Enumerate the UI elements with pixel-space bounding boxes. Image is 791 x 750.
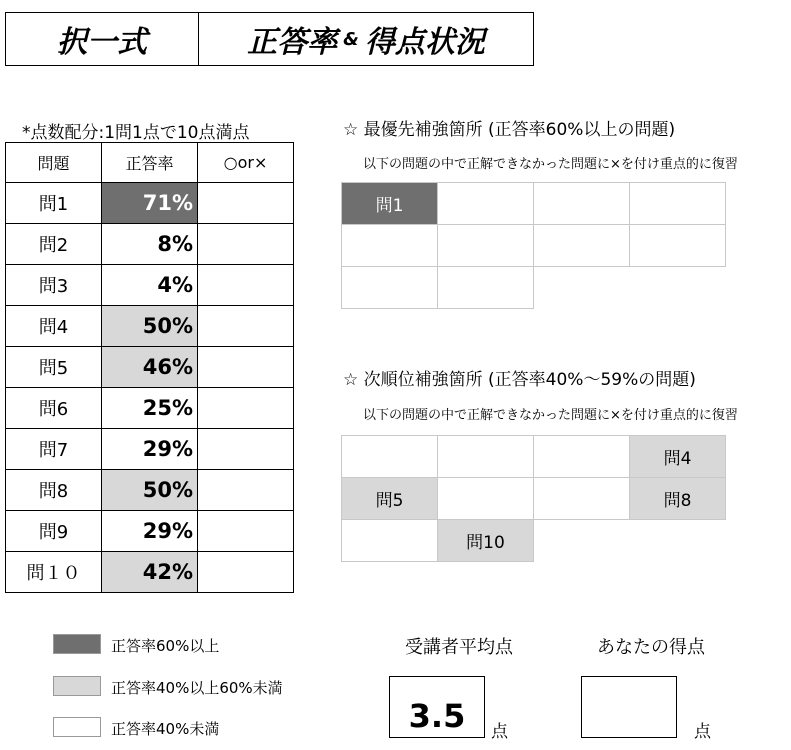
question-cell: 問8 (6, 470, 102, 511)
question-cell: 問4 (6, 306, 102, 347)
mark-cell[interactable] (198, 388, 294, 429)
table-row (6, 552, 294, 593)
priority-section-subtitle: 以下の問題の中で正解できなかった問題に×を付け重点的に復習 (363, 157, 738, 172)
rate-cell: 8% (102, 224, 198, 265)
legend-swatch-high (53, 634, 101, 654)
table-row (6, 306, 294, 347)
grid-row (342, 520, 726, 562)
table-row (6, 388, 294, 429)
average-score-unit: 点 (491, 722, 508, 742)
priority-section-title: ☆ 最優先補強箇所 (正答率60%以上の問題) (343, 120, 676, 140)
grid-cell: 問5 (342, 478, 438, 520)
grid-empty (630, 267, 726, 309)
your-score-unit: 点 (694, 722, 711, 742)
table-row (6, 470, 294, 511)
grid-cell (630, 183, 726, 225)
grid-cell: 問10 (438, 520, 534, 562)
grid-cell (342, 267, 438, 309)
mark-cell[interactable] (198, 470, 294, 511)
question-cell: 問7 (6, 429, 102, 470)
mark-cell[interactable] (198, 224, 294, 265)
mark-cell[interactable] (198, 347, 294, 388)
grid-cell: 問4 (630, 436, 726, 478)
grid-cell (534, 225, 630, 267)
rate-cell: 4% (102, 265, 198, 306)
grid-cell (630, 225, 726, 267)
legend-label-low: 正答率40%未満 (111, 720, 220, 738)
grid-row (342, 436, 726, 478)
grid-cell (342, 520, 438, 562)
average-score-box: 3.5 (389, 676, 485, 738)
grid-cell (534, 183, 630, 225)
grid-cell: 問1 (342, 183, 438, 225)
legend-label-high: 正答率60%以上 (111, 637, 220, 655)
grid-cell (438, 225, 534, 267)
rate-cell: 42% (102, 552, 198, 593)
question-cell: 問１０ (6, 552, 102, 593)
grid-empty (534, 267, 630, 309)
score-table (5, 142, 294, 593)
your-score-label: あなたの得点 (597, 637, 705, 658)
table-row (6, 511, 294, 552)
report-title-part-a: 正答率 (247, 25, 338, 60)
rate-cell: 29% (102, 429, 198, 470)
column-header-rate: 正答率 (102, 143, 198, 183)
question-cell: 問2 (6, 224, 102, 265)
legend-swatch-low (53, 717, 101, 737)
grid-cell (342, 225, 438, 267)
grid-cell (534, 436, 630, 478)
grid-row (342, 267, 726, 309)
grid-cell (534, 478, 630, 520)
score-table-header (6, 143, 294, 183)
grid-cell (438, 478, 534, 520)
column-header-question: 問題 (6, 143, 102, 183)
table-row (6, 224, 294, 265)
secondary-section-subtitle: 以下の問題の中で正解できなかった問題に×を付け重点的に復習 (363, 408, 738, 423)
mark-cell[interactable] (198, 429, 294, 470)
question-cell: 問9 (6, 511, 102, 552)
legend-label-mid: 正答率40%以上60%未満 (111, 679, 283, 697)
question-cell: 問1 (6, 183, 102, 224)
table-row (6, 429, 294, 470)
title-banner (5, 12, 534, 66)
grid-row (342, 225, 726, 267)
question-cell: 問3 (6, 265, 102, 306)
rate-cell: 25% (102, 388, 198, 429)
mark-cell[interactable] (198, 306, 294, 347)
your-score-input[interactable] (581, 676, 677, 738)
mark-cell[interactable] (198, 265, 294, 306)
column-header-mark: ○or× (198, 143, 294, 183)
report-title (199, 13, 533, 65)
mark-cell[interactable] (198, 511, 294, 552)
question-cell: 問6 (6, 388, 102, 429)
legend-swatch-mid (53, 676, 101, 696)
table-row (6, 183, 294, 224)
grid-cell (438, 436, 534, 478)
question-cell: 問5 (6, 347, 102, 388)
secondary-grid (341, 435, 726, 562)
exam-type-title: 択一式 (6, 13, 199, 65)
table-row (6, 265, 294, 306)
rate-cell: 71% (102, 183, 198, 224)
priority-grid (341, 182, 726, 309)
secondary-section-title: ☆ 次順位補強箇所 (正答率40%～59%の問題) (343, 370, 696, 390)
grid-cell (342, 436, 438, 478)
rate-cell: 29% (102, 511, 198, 552)
mark-cell[interactable] (198, 552, 294, 593)
grid-cell: 問8 (630, 478, 726, 520)
grid-cell (438, 267, 534, 309)
rate-cell: 46% (102, 347, 198, 388)
grid-row (342, 183, 726, 225)
mark-cell[interactable] (198, 183, 294, 224)
report-title-amp: & (343, 28, 359, 50)
rate-cell: 50% (102, 306, 198, 347)
rate-cell: 50% (102, 470, 198, 511)
score-allocation-note: *点数配分:1問1点で10点満点 (22, 123, 250, 143)
report-title-part-b: 得点状況 (364, 25, 485, 60)
grid-empty (630, 520, 726, 562)
grid-row (342, 478, 726, 520)
table-row (6, 347, 294, 388)
grid-empty (534, 520, 630, 562)
grid-cell (438, 183, 534, 225)
average-score-label: 受講者平均点 (405, 637, 513, 658)
